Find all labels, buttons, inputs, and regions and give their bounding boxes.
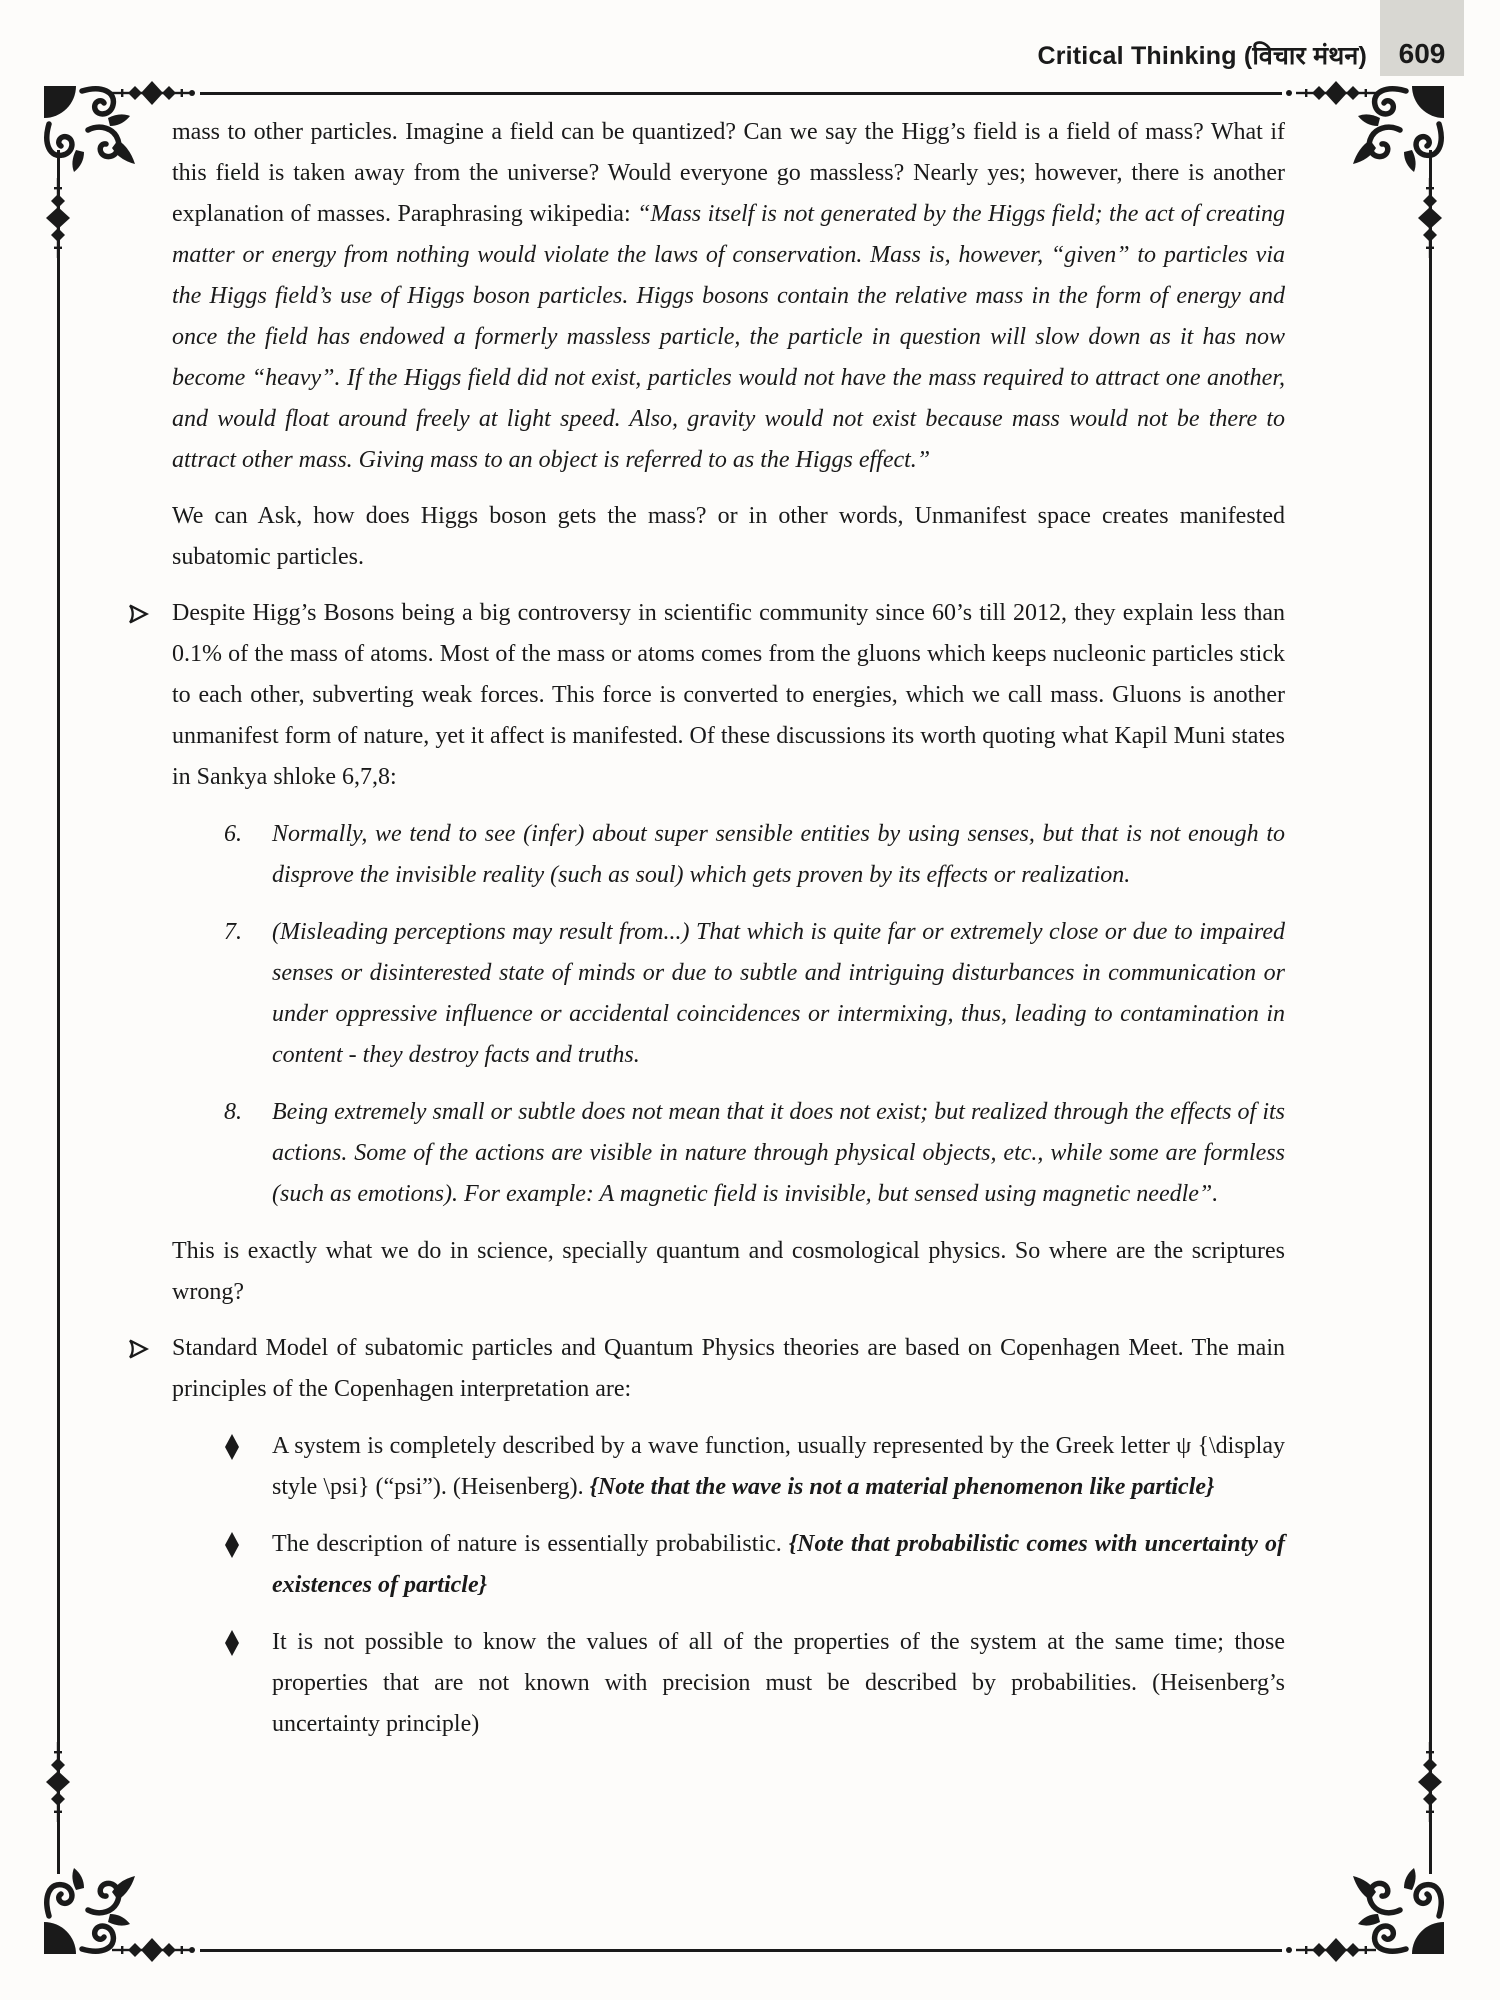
spindle-ornament-top-right-icon <box>1296 81 1376 105</box>
diamond-item-normal-text: The description of nature is essentially probabilistic. <box>272 1531 789 1557</box>
diamond-list-item <box>224 1426 1285 1508</box>
item-text <box>272 1426 1285 1508</box>
numbered-list-item <box>224 912 1285 1076</box>
diamond-bullet-icon <box>224 1622 272 1745</box>
spindle-ornament-top-left-icon <box>112 81 192 105</box>
spindle-ornament-bottom-left-icon <box>112 1938 192 1962</box>
border-rule-top <box>200 92 1282 95</box>
rule-end-dot <box>1286 1947 1292 1953</box>
rule-end-dot <box>189 90 195 96</box>
item-text: Normally, we tend to see (infer) about super sensible entities by using senses, but that is not enough to disprove the invisible reality (such as soul) which gets proven by its effects or realization. <box>272 821 1285 888</box>
item-text: (Misleading perceptions may result from...) That which is quite far or extremely close or due to impaired senses or disinterested state of minds or due to subtle and intriguing disturbances in communication or under oppressive influence or accidental coincidences or intermixing, thus, leading to contamination in content - they destroy facts and truths. <box>272 919 1285 1068</box>
diamond-list-item <box>224 1524 1285 1606</box>
diamond-item-normal-text: It is not possible to know the values of all of the properties of the system at the same time; those properties that are not known with precision must be described by probabilities. (Heisenberg’s uncertainty principle) <box>272 1629 1285 1737</box>
numbered-list-item <box>224 814 1285 896</box>
paragraph: This is exactly what we do in science, specially quantum and cosmological physics. So where are the scriptures wrong? <box>172 1238 1285 1305</box>
page-content <box>172 112 1285 1761</box>
arrow-bullet-icon <box>126 1335 150 1376</box>
diamond-item-normal-text: A system is completely described by a wave function, usually represented by the Greek letter ψ {\display style \psi} (“psi”). (Heisenberg). <box>272 1433 1285 1500</box>
paragraph-continuation <box>172 112 1285 481</box>
arrow-bullet-icon <box>126 600 150 641</box>
item-number: 6. <box>224 821 242 847</box>
diamond-bullet-icon <box>224 1524 272 1606</box>
paragraph: We can Ask, how does Higgs boson gets the mass? or in other words, Unmanifest space creates manifested subatomic particles. <box>172 503 1285 570</box>
diamond-item-note: {Note that probabilistic comes with uncertainty of existences of particle} <box>272 1531 1286 1598</box>
item-text <box>272 1524 1285 1606</box>
arrow-item-text: Standard Model of subatomic particles and Quantum Physics theories are based on Copenhagen Meet. The main principles of the Copenhagen interpretation are: <box>172 1335 1285 1402</box>
page-number: 609 <box>1398 38 1446 69</box>
wikipedia-quote-italic: “Mass itself is not generated by the Higgs field; the act of creating matter or energy from nothing would violate the laws of conservation. Mass is, however, “given” to particles via the Higgs field’s use of Higgs boson particles. Higgs bosons contain the relative mass in the form of energy and once the field has endowed a formerly massless particle, the particle in question will slow down as it has now become “heavy”. If the Higgs field did not exist, particles would not have the mass required to attract one another, and would float around freely at light speed. Also, gravity would not exist because mass would not be there to attract other mass. Giving mass to an object is referred to as the Higgs effect.” <box>172 201 1285 473</box>
item-number: 7. <box>224 919 242 945</box>
item-text <box>272 1622 1285 1745</box>
page-number-box <box>1380 0 1464 76</box>
paragraph-normal-text: mass to other particles. Imagine a field can be quantized? Can we say the Higg’s field is a field of mass? What if this field is taken away from the universe? Would everyone go massless? Nearly yes; however, there is another explanation of masses. Paraphrasing wikipedia: <box>172 119 1285 227</box>
spindle-ornament-bottom-right-icon <box>1296 1938 1376 1962</box>
arrow-list-item <box>172 593 1285 798</box>
rule-end-dot <box>189 1947 195 1953</box>
item-number: 8. <box>224 1099 242 1125</box>
arrow-item-text: Despite Higg’s Bosons being a big controversy in scientific community since 60’s till 2012, they explain less than 0.1% of the mass of atoms. Most of the mass or atoms comes from the gluons which keeps nucleonic particles stick to each other, subverting weak forces. This force is converted to energies, which we call mass. Gluons is another unmanifest form of nature, yet it affect is manifested. Of these discussions its worth quoting what Kapil Muni states in Sankya shloke 6,7,8: <box>172 600 1285 790</box>
diamond-item-note: {Note that the wave is not a material phenomenon like particle} <box>589 1474 1215 1500</box>
page-header-title: Critical Thinking (विचार मंथन) <box>1037 42 1367 70</box>
diamond-list-item <box>224 1622 1285 1745</box>
rule-end-dot <box>1286 90 1292 96</box>
numbered-list-item <box>224 1092 1285 1215</box>
diamond-bullet-icon <box>224 1426 272 1508</box>
arrow-list-item <box>172 1328 1285 1410</box>
border-rule-bottom <box>200 1949 1282 1952</box>
border-rule-right <box>1429 150 1432 1874</box>
border-rule-left <box>57 150 60 1874</box>
item-text: Being extremely small or subtle does not mean that it does not exist; but realized through the effects of its actions. Some of the actions are visible in nature through physical objects, etc., while some are formless (such as emotions). For example: A magnetic field is invisible, but sensed using magnetic needle”. <box>272 1099 1285 1207</box>
